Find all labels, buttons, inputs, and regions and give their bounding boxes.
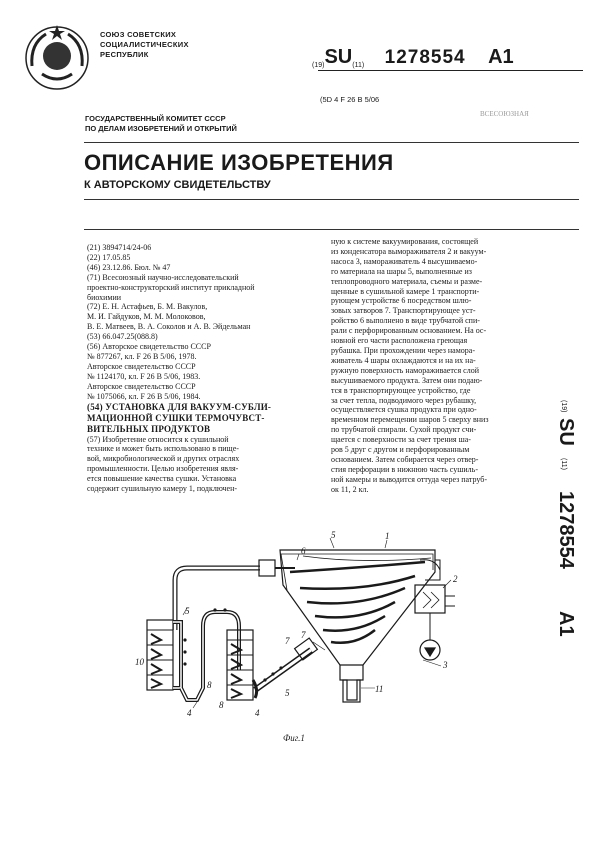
text-line: щенные в сушильной камере 1 транспорти-	[331, 286, 480, 296]
text-line: М. И. Гайдуков, М. М. Молоковов,	[87, 312, 206, 322]
text-line: проектно-конструкторский институт прикладной	[87, 282, 255, 292]
text-line: Авторское свидетельство СССР	[87, 381, 196, 391]
text-line: из конденсатора вымораживателя 2 и вакуум-	[331, 246, 487, 256]
text-line: № 1124170, кл. F 26 B 5/06, 1983.	[87, 371, 201, 381]
text-line: вой, микробиологической и других отраслях	[87, 454, 240, 464]
text-line: рали с перфорированным основанием. На ос-	[331, 326, 487, 336]
text-line: (72) Е. Н. Астафьев, Б. М. Вакулов,	[87, 302, 208, 312]
figure-label: 4	[255, 708, 260, 718]
document-subtitle: К АВТОРСКОМУ СВИДЕТЕЛЬСТВУ	[84, 179, 271, 191]
text-line: (56) Авторское свидетельство СССР	[87, 342, 211, 352]
org-line: СОЮЗ СОВЕТСКИХ	[100, 30, 177, 39]
text-line: зовых затворов 7. Транспортирующее уст-	[331, 306, 476, 316]
figure-label: 5	[285, 688, 290, 698]
publication-number	[312, 46, 514, 69]
freezer-left	[147, 620, 181, 690]
document-title: ОПИСАНИЕ ИЗОБРЕТЕНИЯ	[84, 150, 394, 175]
text-line: содержит сушильную камеру 1, подключен-	[87, 484, 238, 494]
text-line: живатель 4 шары охлаждаются и на их на-	[331, 355, 476, 365]
figure-label: 7	[301, 630, 306, 640]
text-line: насоса 3, намораживатель 4 высушиваемо-	[331, 256, 478, 266]
patent-number: 1278554	[384, 47, 466, 68]
text-line: (53) 66.047.25(088.8)	[87, 332, 158, 342]
figure-label: 2	[453, 574, 458, 584]
organization-name	[100, 30, 189, 60]
title-bottom-rule	[84, 199, 579, 200]
committee-line: ПО ДЕЛАМ ИЗОБРЕТЕНИЙ И ОТКРЫТИЙ	[85, 124, 237, 133]
committee-line: ГОСУДАРСТВЕННЫЙ КОМИТЕТ СССР	[85, 114, 226, 123]
body-top-rule	[84, 229, 579, 230]
library-stamp: ВСЕСОЮЗНАЯ	[480, 110, 529, 118]
text-line: биохимии	[87, 292, 122, 302]
figure-caption: Фиг.1	[283, 733, 305, 743]
title-top-rule	[84, 142, 579, 143]
figure-label: 11	[375, 684, 384, 694]
text-line: ров 5 друг с другом и перфорированным	[331, 445, 470, 455]
kind-code: A1	[488, 46, 514, 68]
abstract-column	[331, 237, 546, 495]
invention-title-line: ВИТЕЛЬНЫХ ПРОДУКТОВ	[87, 423, 211, 434]
bibliographic-column	[87, 243, 299, 494]
text-line: ок 11, 2 кл.	[331, 484, 369, 494]
text-line: В. Е. Матвеев, В. А. Соколов и А. В. Эйдельман	[87, 322, 251, 332]
text-line: рубашка. При прохождении через намора-	[331, 345, 476, 355]
org-line: РЕСПУБЛИК	[100, 50, 149, 59]
text-line: ройство 6 выполнено в виде трубчатой спи-	[331, 316, 480, 326]
invention-title-line: МАЦИОННОЙ СУШКИ ТЕРМОЧУВСТ-	[87, 412, 265, 423]
figure-label: 4	[187, 708, 192, 718]
code-11: (11)	[352, 62, 365, 69]
text-line: за счет тепла, подводимого через рубашку,	[331, 395, 477, 405]
text-line: рующем устройстве 6 посредством шлю-	[331, 296, 472, 306]
text-line: ружную поверхность намораживается слой	[331, 365, 479, 375]
committee-name	[85, 114, 237, 134]
text-line: (22) 17.05.85	[87, 252, 131, 262]
figure-label: 6	[301, 546, 306, 556]
text-line: (57) Изобретение относится к сушильной	[87, 434, 229, 444]
text-line: № 1075066, кл. F 26 B 5/06, 1984.	[87, 391, 201, 401]
text-line: Авторское свидетельство СССР	[87, 361, 196, 371]
text-line: промышленности. Целью изобретения явля-	[87, 464, 239, 474]
text-line: № 877267, кл. F 26 B 5/06, 1978.	[87, 351, 197, 361]
side-kind-code: A1	[555, 611, 577, 637]
text-line: теплопроводного материала, съемы и разме-	[331, 276, 483, 286]
code-19: (19)	[312, 62, 325, 69]
figure-label: 3	[443, 660, 448, 670]
text-line: по трубчатой спирали. Сухой продукт счи-	[331, 425, 477, 435]
text-line: технике и может быть использовано в пище-	[87, 444, 239, 454]
text-line: тся в транспортирующее устройство, где	[331, 385, 471, 395]
apparatus-drawing	[135, 530, 480, 735]
text-line: основанием. Затем собирается через отвер-	[331, 454, 479, 464]
figure-label: 5	[185, 606, 190, 616]
figure-label: 10	[135, 657, 144, 667]
figure-label: 5	[331, 530, 336, 540]
country-code: SU	[324, 46, 353, 68]
side-country-code: SU	[555, 418, 577, 446]
text-line: высушиваемого продукта. Затем они подаю-	[331, 375, 483, 385]
text-line: (46) 23.12.86. Бюл. № 47	[87, 262, 171, 272]
text-line: щается с поверхности за счет трения ша-	[331, 435, 471, 445]
side-publication-stamp	[552, 396, 580, 726]
freezer-right	[227, 630, 257, 700]
invention-title-line: (54) УСТАНОВКА ДЛЯ ВАКУУМ-СУБЛИ-	[87, 401, 272, 412]
header-underline	[318, 70, 583, 71]
text-line: го материала на шары 5, выполненные из	[331, 266, 472, 276]
figure-label: 8	[219, 700, 224, 710]
spiral-transport	[290, 562, 425, 643]
text-line: ется повышение качества сушки. Установка	[87, 474, 237, 484]
figure-label: 7	[285, 636, 290, 646]
text-line: (71) Всесоюзный научно-исследовательский	[87, 272, 239, 282]
org-line: СОЦИАЛИСТИЧЕСКИХ	[100, 40, 189, 49]
text-line: ную к системе вакуумирования, состоящей	[331, 237, 479, 246]
transport-pipe	[175, 568, 260, 630]
figure-label: 1	[385, 531, 390, 541]
text-line: ной камеры и выводится оттуда через патруб-	[331, 474, 487, 484]
side-code-19: (19)	[560, 400, 567, 413]
text-line: новной его части расположена греющая	[331, 336, 468, 346]
lock-gate	[259, 560, 275, 576]
text-line: осуществляется сушка продукта при одно-	[331, 405, 477, 415]
text-line: временном перемещении шаров 5 сверху вниз	[331, 415, 489, 425]
figure-label: 8	[207, 680, 212, 690]
ipc-class: (5D 4 F 26 B 5/06	[320, 95, 380, 104]
ussr-emblem	[22, 22, 92, 92]
side-patent-number: 1278554	[555, 491, 577, 569]
text-line: (21) 3894714/24-06	[87, 243, 152, 252]
text-line: стия перфорации в нижнюю часть сушиль-	[331, 464, 478, 474]
side-code-11: (11)	[560, 458, 567, 470]
